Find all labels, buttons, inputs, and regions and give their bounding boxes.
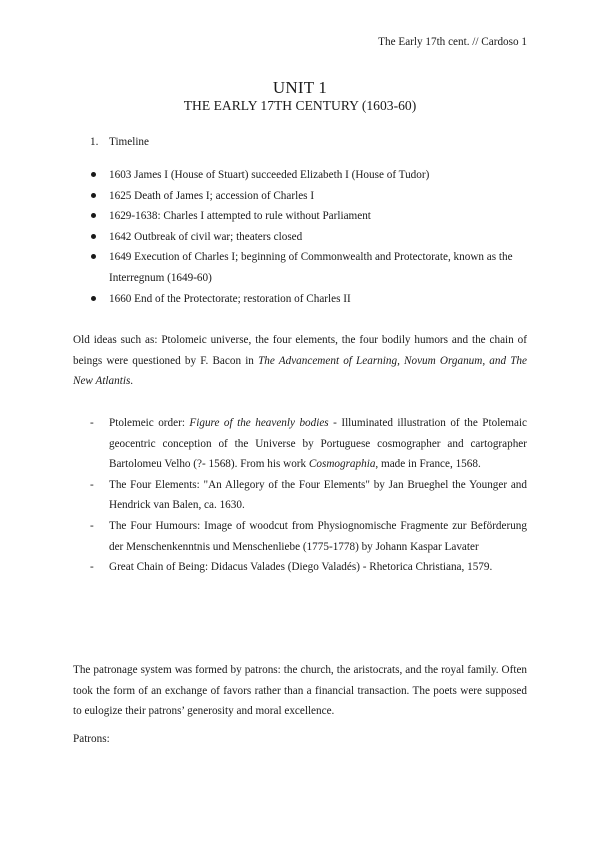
unit-title: UNIT 1 xyxy=(272,78,328,97)
paragraph-old-ideas-text: Old ideas such as: Ptolomeic universe, the four elements, the four bodily humors and the chain of beings were questioned by F. Bacon in xyxy=(73,334,527,367)
timeline-item: 1642 Outbreak of civil war; theaters closed xyxy=(90,227,530,248)
illustration-item-chain-of-being: - Great Chain of Being: Didacus Valades (Diego Valadés) - Rhetorica Christiana, 1579. xyxy=(90,557,527,578)
section-heading-timeline xyxy=(90,136,149,148)
unit-subtitle: THE EARLY 17TH CENTURY (1603-60) xyxy=(183,98,417,113)
illustration-suffix: , made in France, 1568. xyxy=(375,458,481,471)
timeline-item: 1603 James I (House of Stuart) succeeded Elizabeth I (House of Tudor) xyxy=(90,165,530,186)
paragraph-old-ideas xyxy=(73,330,527,392)
timeline-item: 1629-1638: Charles I attempted to rule without Parliament xyxy=(90,206,530,227)
illustration-item-four-humours: - The Four Humours: Image of woodcut from Physiognomische Fragmente zur Beförderung der Menschenkenntnis und Menschenliebe (1775-1778) by Johann Kaspar Lavater xyxy=(90,516,527,557)
running-header: The Early 17th cent. // Cardoso 1 xyxy=(378,36,527,48)
bacon-works-title: The Advancement of Learning, Novum Organum, and The New Atlantis xyxy=(73,354,527,388)
timeline-item: 1625 Death of James I; accession of Charles I xyxy=(90,186,530,207)
illustration-prefix: Ptolemeic order: xyxy=(109,417,190,429)
paragraph-patrons: Patrons: xyxy=(73,733,110,745)
section-number: 1. xyxy=(90,136,99,148)
section-title: Timeline xyxy=(109,136,149,148)
illustration-italic-title: Figure of the heavenly bodies xyxy=(189,417,329,429)
paragraph-old-ideas-end: . xyxy=(130,375,134,388)
timeline-list xyxy=(90,165,530,309)
timeline-item: 1649 Execution of Charles I; beginning of Commonwealth and Protectorate, known as the Interregnum (1649-60) xyxy=(90,247,530,288)
cosmographia-title: Cosmographia xyxy=(308,458,376,471)
timeline-item: 1660 End of the Protectorate; restoration of Charles II xyxy=(90,289,530,310)
illustration-middle: - Illuminated illustration of the Ptolemaic geocentric conception of the Universe by Portuguese cosmographer and cartographer Bartolomeu Velho (?- 1568). From his work xyxy=(109,417,528,471)
illustration-item-four-elements: - The Four Elements: "An Allegory of the Four Elements" by Jan Brueghel the Younger and Hendrick van Balen, ca. 1630. xyxy=(90,475,527,516)
illustration-item-ptolemeic xyxy=(90,413,527,475)
illustrations-list xyxy=(90,413,527,578)
paragraph-patronage: The patronage system was formed by patrons: the church, the aristocrats, and the royal family. Often took the form of an exchange of favors rather than a financial transaction. The poets were supposed to eulogize their patrons’ generosity and moral excellence. xyxy=(73,664,527,718)
